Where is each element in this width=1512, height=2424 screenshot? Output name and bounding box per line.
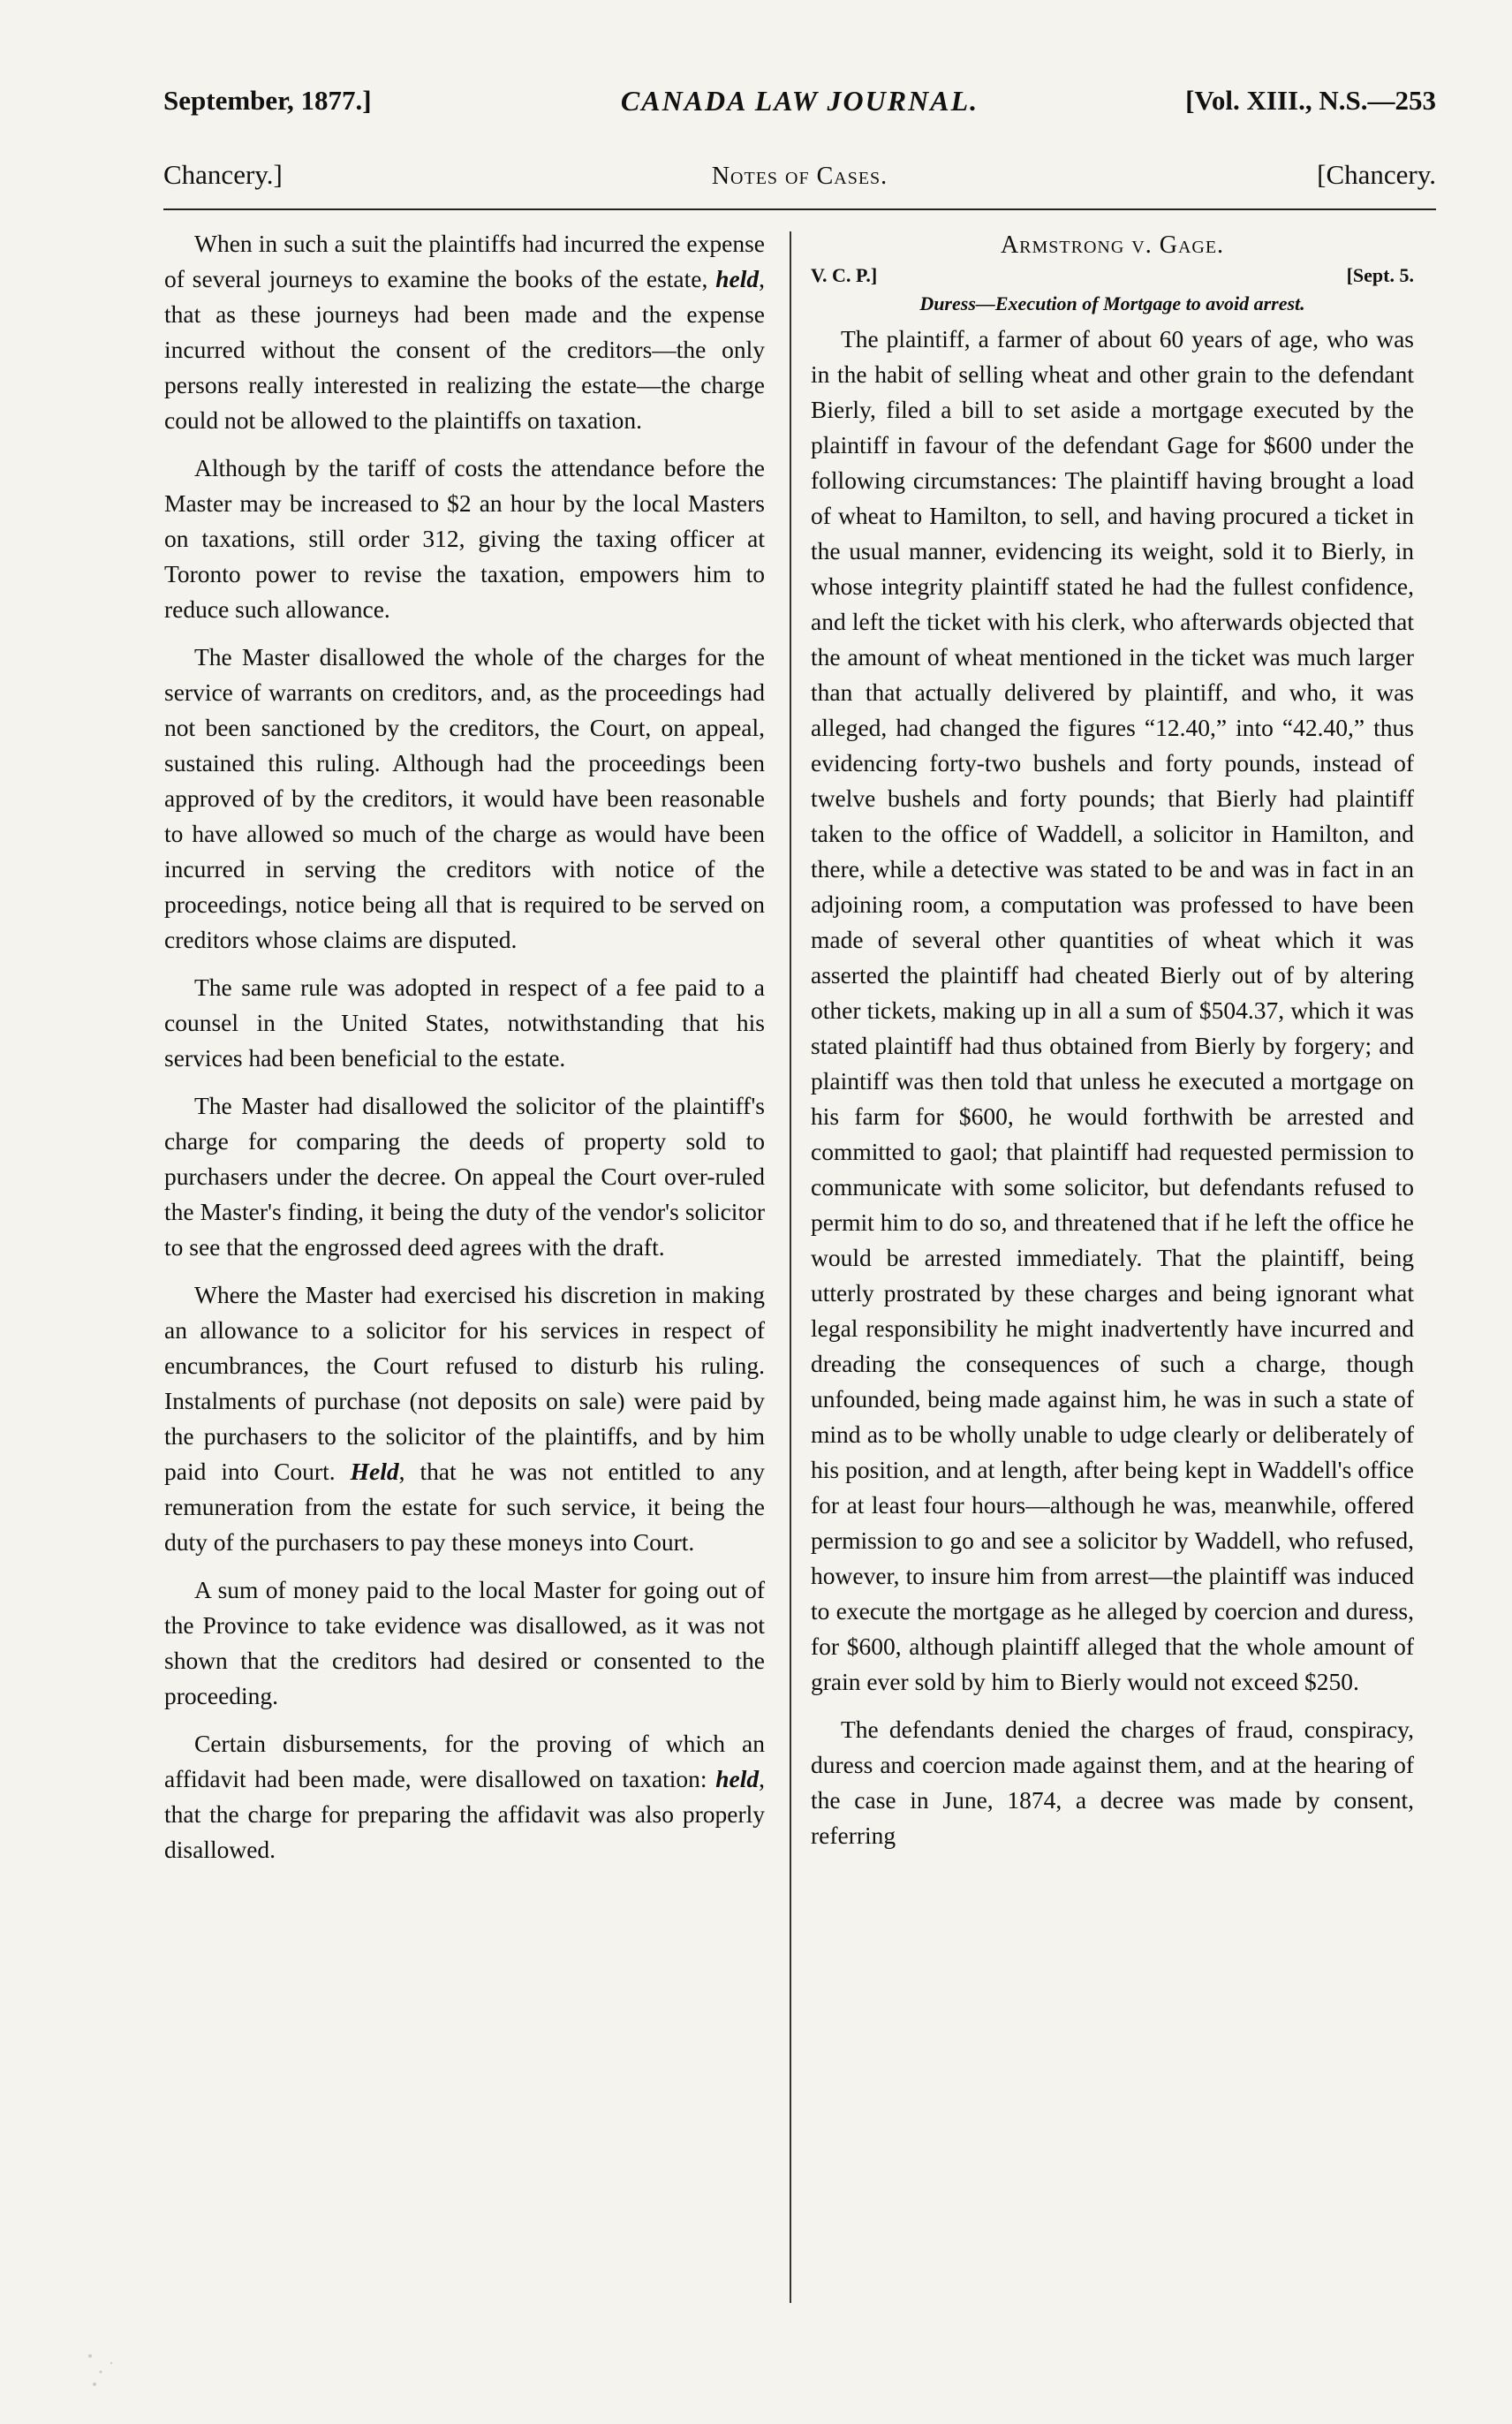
case-meta bbox=[811, 261, 1414, 290]
paragraph-text: , that as these journeys had been made and the expense incurred without the consent of the creditors—the only persons really interested in realizing the estate—the charge could not be allowed to the plaintiffs on taxation. bbox=[164, 265, 765, 434]
court-left: Chancery.] bbox=[163, 159, 283, 190]
paragraph-text: The defendants denied the charges of fraud, conspiracy, duress and coercion made against them, and at the hearing of the case in June, 1874, a decree was made by consent, referring bbox=[811, 1716, 1414, 1849]
paragraph bbox=[164, 1088, 765, 1265]
paragraph-text: , that he was not entitled to any remuneration from the estate for such service, it being the duty of the purchasers to pay these moneys into Court. bbox=[164, 1458, 765, 1556]
volume-page-number: [Vol. XIII., N.S.—253 bbox=[1185, 85, 1436, 116]
paragraph-text: The Master had disallowed the solicitor of the plaintiff's charge for comparing the deeds of property sold to purchasers under the decree. On appeal the Court over-ruled the Master's finding, it being the duty of the vendor's solicitor to see that the engrossed deed agrees with the draft. bbox=[164, 1092, 765, 1261]
running-head bbox=[163, 85, 1436, 120]
paragraph bbox=[164, 1726, 765, 1867]
paragraph-text: The same rule was adopted in respect of a fee paid to a counsel in the United States, notwithstanding that his services had been beneficial to the estate. bbox=[164, 973, 765, 1072]
italic-term: held bbox=[715, 265, 760, 292]
right-column bbox=[811, 226, 1414, 1866]
italic-term: held bbox=[715, 1765, 760, 1792]
case-title: Armstrong v. Gage. bbox=[1000, 231, 1225, 259]
right-column-body bbox=[811, 322, 1414, 1853]
paragraph-text: The Master disallowed the whole of the charges for the service of warrants on creditors, and, as the proceedings had not been sanctioned by the creditors, the Court, on appeal, sustained this ruling. Although had the proceedings been approved of by the creditors, it would have been reasonable to have allowed so much of the charge as would have been incurred in serving the creditors with notice of the proceedings, notice being all that is required to be served on creditors whose claims are disputed. bbox=[164, 643, 765, 953]
paper-smudge bbox=[81, 2345, 125, 2398]
column-divider bbox=[790, 231, 791, 2303]
case-date: [Sept. 5. bbox=[1346, 264, 1414, 286]
paragraph bbox=[811, 1712, 1414, 1853]
paragraph-text: Certain disbursements, for the proving of which an affidavit had been made, were disallowed on taxation: bbox=[164, 1730, 765, 1792]
paragraph-text: When in such a suit the plaintiffs had incurred the expense of several journeys to examine the books of the estate, bbox=[164, 230, 765, 292]
paragraph bbox=[164, 970, 765, 1076]
paragraph-text: Although by the tariff of costs the attendance before the Master may be increased to $2 an hour by the local Masters on taxations, still order 312, giving the taxing officer at Toronto power to revise the taxation, empowers him to reduce such allowance. bbox=[164, 454, 765, 623]
paragraph bbox=[164, 1277, 765, 1560]
paragraph bbox=[811, 322, 1414, 1700]
left-column bbox=[164, 226, 765, 1880]
section-head bbox=[163, 159, 1436, 194]
section-title: Notes of Cases. bbox=[711, 163, 888, 190]
paragraph bbox=[164, 640, 765, 958]
paragraph-text: The plaintiff, a farmer of about 60 years of age, who was in the habit of selling wheat and other grain to the defendant Bierly, filed a bill to set aside a mortgage executed by the plaintiff in favour of the defendant Gage for $600 under the following circumstances: The plaintiff having brought a load of wheat to Hamilton, to sell, and having procured a ticket in the usual manner, evidencing its weight, sold it to Bierly, in whose integrity plaintiff stated he had the fullest confidence, and left the ticket with his clerk, who afterwards objected that the amount of wheat mentioned in the ticket was much larger than that actually delivered by plaintiff, and who, it was alleged, had changed the figures “12.40,” into “42.40,” thus evidencing forty-two bushels and forty pounds, instead of twelve bushels and forty pounds; that Bierly had plaintiff taken to the office of Waddell, a solicitor in Hamilton, and there, while a detective was stated to be and was in fact in an adjoining room, a computation was professed to have been made of several other quantities of wheat which it was asserted the plaintiff had cheated Bierly out of by altering other tickets, making up in all a sum of $504.37, which it was stated plaintiff had thus obtained from Bierly by forgery; and plaintiff was then told that unless he executed a mortgage on his farm for $600, he would forthwith be arrested and committed to gaol; that plaintiff had requested permission to communicate with some solicitor, but defendants refused to permit him to do so, and threatened that if he left the office he would be arrested immediately. That the plaintiff, being utterly prostrated by these charges and being ignorant what legal responsibility he might inadvertently have incurred and dreading the consequences of such a charge, though unfounded, being made against him, he was in such a state of mind as to be wholly unable to udge clearly or deliberately of his position, and at length, after being kept in Waddell's office for at least four hours—although he was, meanwhile, offered permission to go and see a solicitor by Waddell, who refused, however, to insure him from arrest—the plaintiff was induced to execute the mortgage as he alleged by coercion and duress, for $600, although plaintiff alleged that the whole amount of grain ever sold by him to Bierly would not exceed $250. bbox=[811, 325, 1414, 1695]
issue-date: September, 1877.] bbox=[163, 85, 372, 116]
court-right: [Chancery. bbox=[1317, 159, 1436, 190]
paragraph-text: A sum of money paid to the local Master for going out of the Province to take evidence was disallowed, as it was not shown that the creditors had desired or consented to the proceeding. bbox=[164, 1576, 765, 1709]
paragraph bbox=[164, 226, 765, 438]
italic-term: Held bbox=[350, 1458, 399, 1485]
journal-title: CANADA LAW JOURNAL. bbox=[620, 85, 979, 117]
case-headnote: Duress—Execution of Mortgage to avoid arrest. bbox=[919, 292, 1305, 314]
case-judge: V. C. P.] bbox=[811, 264, 878, 286]
header-rule bbox=[163, 208, 1436, 210]
paragraph-text: , that the charge for preparing the affidavit was also properly disallowed. bbox=[164, 1765, 765, 1863]
paragraph-text: Where the Master had exercised his discretion in making an allowance to a solicitor for his services in respect of encumbrances, the Court refused to disturb his ruling. Instalments of purchase (not deposits on sale) were paid by the purchasers to the solicitor of the plaintiffs, and by him paid into Court. bbox=[164, 1281, 765, 1485]
paragraph bbox=[164, 451, 765, 627]
paragraph bbox=[164, 1572, 765, 1714]
